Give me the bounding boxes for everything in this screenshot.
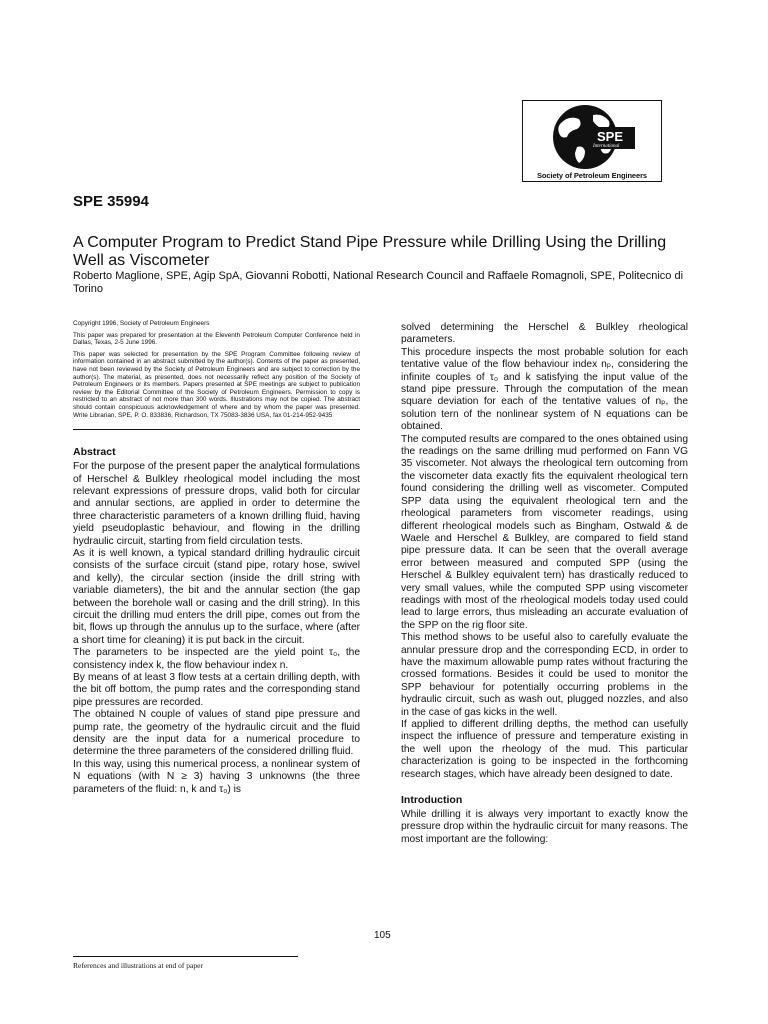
abstract-continued	[401, 322, 688, 781]
paper-authors: Roberto Maglione, SPE, Agip SpA, Giovanni Robotti, National Research Council and Raffaele Romagnoli, SPE, Politecnico di Torino	[73, 270, 684, 295]
body-paragraph: This procedure inspects the most probable solution for each tentative value of the flow behaviour index nₚ, considering the infinite couples of τ₀ and k satisfying the input value of the stand pipe pressure. Through the computation of the mean square deviation for each of the tentative values of nₚ, the solution tern of the nonlinear system of N equations can be obtained.	[401, 346, 688, 433]
abstract-body	[73, 461, 360, 796]
conference-line: This paper was prepared for presentation at the Eleventh Petroleum Computer Conference held in Dallas, Texas, 2-5 June 1996.	[73, 331, 360, 347]
abstract-paragraph: As it is well known, a typical standard drilling hydraulic circuit consists of the surface circuit (stand pipe, rotary hose, swivel and kelly), the circular section (inside the drill string with variable diameters), the bit and the annular section (the gap between the borehole wall or casing and the drill string). In this circuit the drilling mud enters the drill pipe, comes out from the bit, flows up through the annulus up to the surface, where (after a short time for cleaning) it is put back in the circuit.	[73, 547, 360, 646]
introduction-paragraph: While drilling it is always very important to exactly know the pressure drop within the hydraulic circuit for many reasons. The most important are the following:	[401, 809, 688, 845]
abstract-paragraph: In this way, using this numerical process, a nonlinear system of N equations (with N ≥ 3) having 3 unknowns (the three parameters of the fluid: n, k and τ₀) is	[73, 758, 360, 795]
footnote: References and illustrations at end of paper	[73, 961, 203, 970]
body-paragraph: The computed results are compared to the ones obtained using the readings on the same drilling mud performed on Fann VG 35 viscometer. Not always the rheological tern outcoming from the viscometer data exactly fits the equivalent rheological tern found considering the drilling well as viscometer. Computed SPP data using the equivalent rheological tern and the rheological parameters from viscometer readings, using different rheological models such as Bingham, Ostwald & de Waele and Herschel & Bulkley, are compared to field stand pipe pressure data. It can be seen that the overall average error between measured and computed SPP (using the Herschel & Bulkley equivalent tern) has drastically reduced to very small values, while the computed SPP using viscometer readings with most of the rheological models today used could lead to large errors, thus misleading an accurate evaluation of the SPP on the rig floor site.	[401, 433, 688, 631]
spe-logo	[522, 100, 662, 182]
logo-subtitle: International	[593, 144, 620, 149]
right-column	[401, 322, 688, 846]
abstract-paragraph: For the purpose of the present paper the analytical formulations of Herschel & Bulkley rheological model including the most relevant expressions of pressure drops, valid both for circular and annular sections, are applied in order to determine the three characteristic parameters of a known drilling fluid, having yield pseudoplastic behaviour, and flowing in the drilling hydraulic circuit, starting from field circulation tests.	[73, 461, 360, 547]
paper-number: SPE 35994	[73, 193, 149, 210]
body-paragraph: This method shows to be useful also to carefully evaluate the annular pressure drop and the corresponding ECD, in order to have the maximum allowable pump rates without fracturing the crossed formations. Besides it could be used to monitor the SPP behaviour for potentially occurring problems in the hydraulic circuit, such as wash out, plugged nozzles, and also in the case of gas kicks in the well.	[401, 632, 688, 718]
logo-org-name: Society of Petroleum Engineers	[537, 171, 647, 180]
paper-title: A Computer Program to Predict Stand Pipe Pressure while Drilling Using the Drilling Well as Viscometer	[73, 234, 667, 269]
abstract-heading: Abstract	[73, 446, 116, 459]
logo-acronym: SPE	[597, 129, 624, 144]
abstract-paragraph: The obtained N couple of values of stand pipe pressure and pump rate, the geometry of the hydraulic circuit and the fluid density are the input data for a numerical procedure to determine the three parameters of the considered drilling fluid.	[73, 709, 360, 758]
abstract-paragraph: The parameters to be inspected are the yield point τ₀, the consistency index k, the flow behaviour index n.	[73, 647, 360, 671]
copyright-line: Copyright 1996, Society of Petroleum Engineers	[73, 320, 210, 327]
introduction-heading: Introduction	[401, 794, 463, 807]
footnote-divider	[73, 956, 298, 957]
body-paragraph: solved determining the Herschel & Bulkley rheological parameters.	[401, 322, 688, 346]
page-number: 105	[374, 930, 391, 941]
copyright-notice	[73, 320, 360, 419]
divider	[73, 429, 360, 430]
selection-notice: This paper was selected for presentation by the SPE Program Committee following review of information contained in an abstract submitted by the author(s). Contents of the paper as presented, have not been reviewed by the Society of Petroleum Engineers and are subject to correction by the author(s). The material, as presented, does not necessarily reflect any position of the Society of Petroleum Engineers or its members. Papers presented at SPE meetings are subject to publication review by the Editorial Committee of the Society of Petroleum Engineers. Permission to copy is restricted to an abstract of not more than 300 words. Illustrations may not be copied. The abstract should contain conspicuous acknowledgement of where and by whom the paper was presented. Write Librarian, SPE, P. O. 833836, Richardson, TX 75083-3836 USA, fax 01-214-952-9435	[73, 350, 360, 419]
body-paragraph: If applied to different drilling depths, the method can usefully inspect the influence of pressure and temperature existing in the well upon the rheology of the mud. This particular characterization is going to be inspected in the forthcoming research stages, which have already been designed to date.	[401, 719, 688, 780]
left-column	[73, 320, 360, 796]
introduction-body	[401, 809, 688, 846]
abstract-paragraph: By means of at least 3 flow tests at a certain drilling depth, with the bit off bottom, the pump rates and the corresponding stand pipe pressures are recorded.	[73, 672, 360, 708]
